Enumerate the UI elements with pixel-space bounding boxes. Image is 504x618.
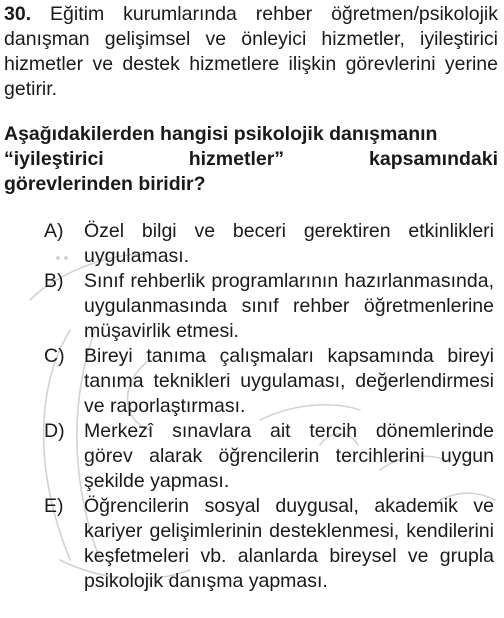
prompt-line-2-part-a: “iyileştirici <box>4 148 104 170</box>
option-text: Bireyi tanıma çalışmaları kapsamında bireyi tanıma teknikleri uygulaması, değerlendirmesi ve raporlaştırması. <box>84 345 494 417</box>
prompt-line-2-part-b: hizmetler” <box>188 148 285 170</box>
option-letter: E) <box>44 495 64 517</box>
option-letter: B) <box>44 270 64 292</box>
prompt-line-2-part-c: kapsamındaki <box>369 148 498 170</box>
prompt-line-1: Aşağıdakilerden hangisi psikolojik danışmanın <box>4 123 438 145</box>
option-text: Sınıf rehberlik programlarının hazırlanmasında, uygulanmasında sınıf rehber öğretmenlerine müşavirlik etmesi. <box>84 270 494 342</box>
prompt-line-3: görevlerinden biridir? <box>4 173 206 195</box>
option-text: Öğrencilerin sosyal duygusal, akademik ve kariyer gelişimlerinin desteklenmesi, kendilerini keşfetmeleri vb. alanlarda bireysel ve grupla psikolojik danışma yapması. <box>84 495 494 592</box>
option-letter: A) <box>44 220 64 242</box>
option-e[interactable] <box>0 494 504 594</box>
option-text: Merkezî sınavlara ait tercih dönemlerinde görev alarak öğrencilerin tercihlerini uygun şekilde yapması. <box>84 420 494 492</box>
question-stem-text: Eğitim kurumlarında rehber öğretmen/psikolojik danışman gelişimsel ve önleyici hizmetler, iyileştirici hizmetler ve destek hizmetlere ilişkin görevlerini yerine getirir. <box>4 3 498 100</box>
question-prompt <box>4 122 498 197</box>
option-text: Özel bilgi ve beceri gerektiren etkinlikleri uygulaması. <box>84 220 494 267</box>
prompt-line-2 <box>4 147 498 172</box>
option-d[interactable] <box>0 419 504 494</box>
option-c[interactable] <box>0 344 504 419</box>
option-letter: C) <box>44 345 65 367</box>
option-letter: D) <box>44 420 65 442</box>
question-stem <box>4 2 498 102</box>
option-a[interactable] <box>0 219 504 269</box>
question-number: 30. <box>4 3 32 25</box>
answer-options <box>0 219 504 594</box>
option-b[interactable] <box>0 269 504 344</box>
